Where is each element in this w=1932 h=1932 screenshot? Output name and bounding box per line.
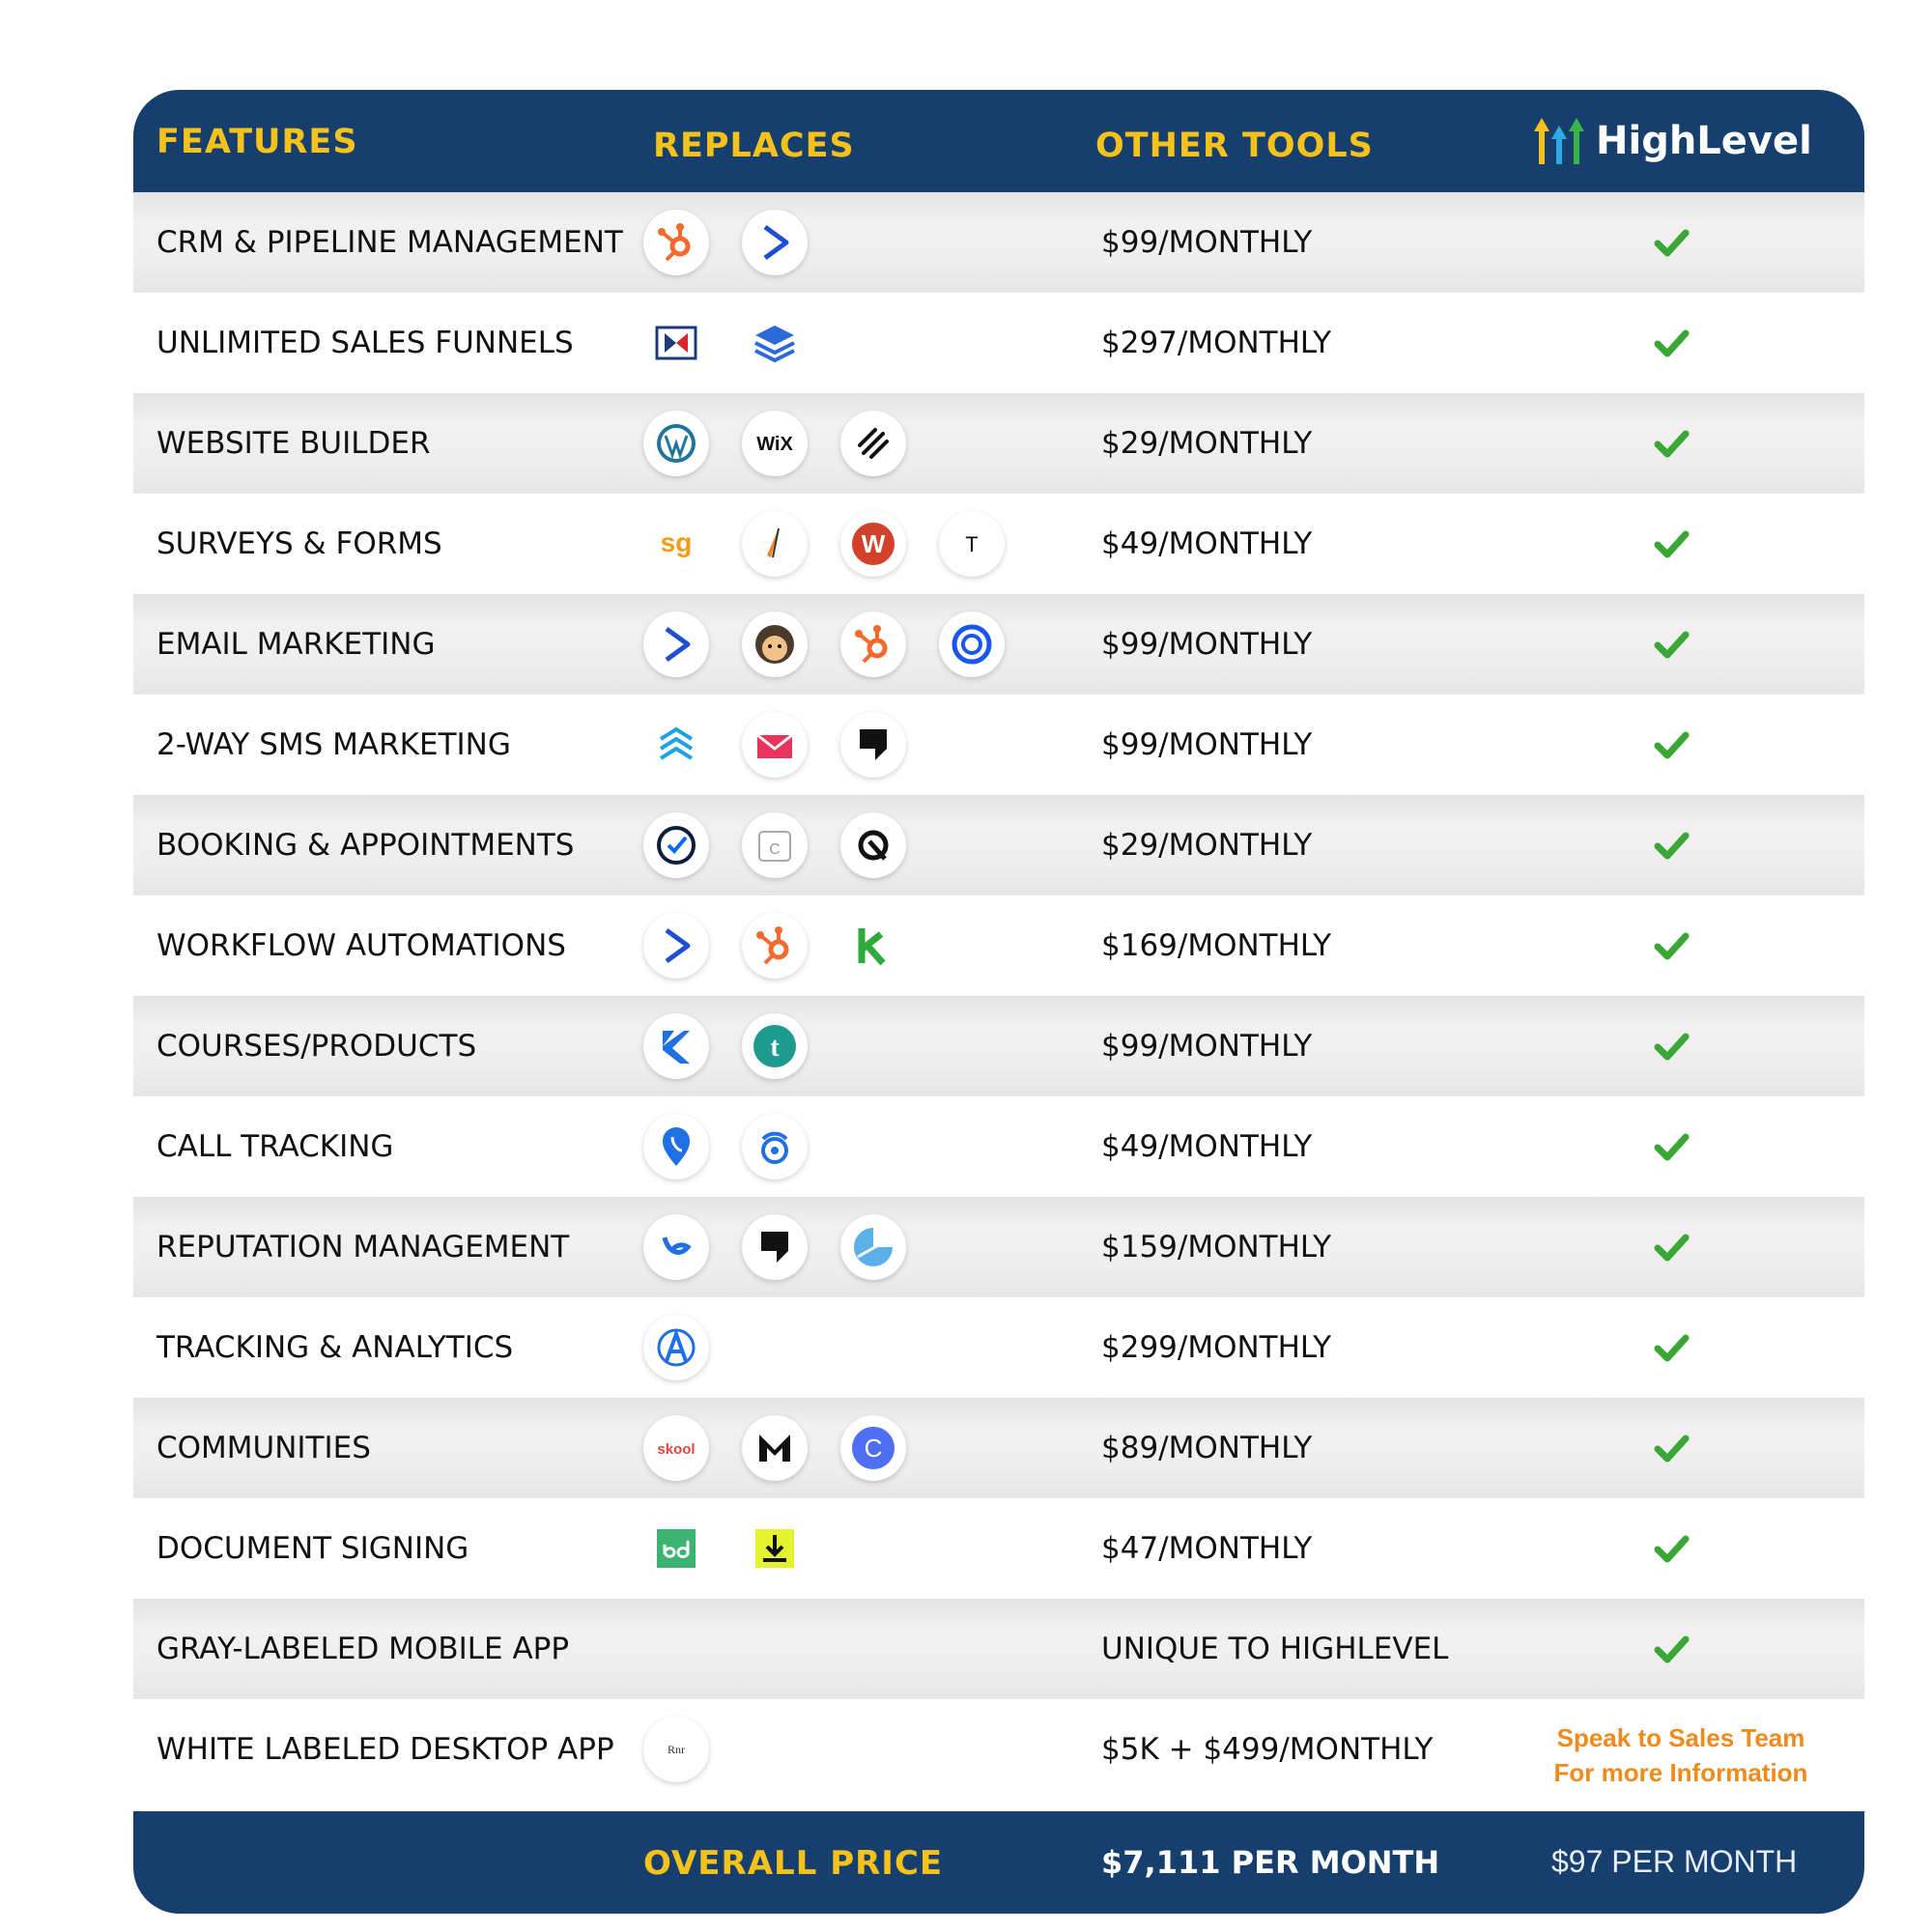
feature-name: WEBSITE BUILDER	[156, 426, 431, 461]
check-icon	[1652, 1328, 1690, 1367]
check-icon	[1652, 1630, 1690, 1668]
table-row	[133, 393, 1864, 494]
feature-name: GRAY-LABELED MOBILE APP	[156, 1632, 570, 1666]
other-tools-price: $169/MONTHLY	[1101, 928, 1332, 963]
table-row	[133, 293, 1864, 393]
wix-icon	[742, 411, 808, 476]
other-tools-price: $29/MONTHLY	[1101, 426, 1313, 461]
other-tools-total: $7,111 PER MONTH	[1101, 1844, 1440, 1881]
skool-icon	[643, 1415, 709, 1481]
sms-stack-icon	[643, 712, 709, 778]
circle-icon	[840, 1415, 906, 1481]
check-icon	[1652, 223, 1690, 262]
check-icon	[1652, 725, 1690, 764]
kajabi-icon	[643, 1013, 709, 1079]
feature-name: REPUTATION MANAGEMENT	[156, 1230, 570, 1264]
table-row	[133, 1498, 1864, 1599]
other-tools-price: $299/MONTHLY	[1101, 1330, 1332, 1365]
podium-icon	[840, 712, 906, 778]
ringba-icon	[742, 1114, 808, 1179]
keap-icon	[840, 913, 906, 979]
table-row	[133, 192, 1864, 293]
table-row	[133, 1197, 1864, 1297]
other-tools-price: $49/MONTHLY	[1101, 1129, 1313, 1164]
feature-name: COURSES/PRODUCTS	[156, 1029, 477, 1064]
typeform-icon	[939, 511, 1005, 577]
table-row	[133, 494, 1864, 594]
jotform-icon	[742, 511, 808, 577]
pandadoc-icon	[643, 1516, 709, 1581]
pricing-comparison-table	[133, 90, 1864, 1914]
check-icon	[1652, 1529, 1690, 1568]
check-icon	[1652, 1429, 1690, 1467]
header-features: FEATURES	[156, 123, 358, 161]
leadpages-icon	[742, 310, 808, 376]
squarespace-icon	[840, 411, 906, 476]
teachable-icon	[742, 1013, 808, 1079]
check-icon	[1652, 1027, 1690, 1065]
constantcontact-icon	[939, 611, 1005, 677]
svg-text:T: T	[965, 532, 979, 556]
check-icon	[1652, 826, 1690, 865]
other-tools-price: $297/MONTHLY	[1101, 326, 1332, 360]
feature-name: BOOKING & APPOINTMENTS	[156, 828, 575, 863]
activecampaign-icon	[643, 611, 709, 677]
reputation-icon	[840, 1214, 906, 1280]
mailchimp-icon	[742, 611, 808, 677]
brand-name: HighLevel	[1596, 119, 1812, 163]
header-replaces: REPLACES	[653, 127, 855, 165]
feature-name: DOCUMENT SIGNING	[156, 1531, 469, 1566]
feature-name: COMMUNITIES	[156, 1431, 371, 1465]
feature-name: UNLIMITED SALES FUNNELS	[156, 326, 574, 360]
other-tools-price: $99/MONTHLY	[1101, 627, 1313, 662]
feature-name: WHITE LABELED DESKTOP APP	[156, 1732, 614, 1767]
hubspot-icon	[742, 913, 808, 979]
highlevel-total: $97 PER MONTH	[1551, 1844, 1798, 1879]
table-row	[133, 594, 1864, 695]
calendar-icon	[742, 812, 808, 878]
clickfunnels-icon	[643, 310, 709, 376]
mighty-icon	[742, 1415, 808, 1481]
feature-name: 2-WAY SMS MARKETING	[156, 727, 511, 762]
other-tools-price: UNIQUE TO HIGHLEVEL	[1101, 1632, 1449, 1666]
surveygizmo-icon	[643, 511, 709, 577]
table-row	[133, 1398, 1864, 1498]
hubspot-icon	[643, 210, 709, 275]
highlevel-arrows-icon	[1532, 114, 1586, 168]
svg-text:t: t	[770, 1033, 780, 1063]
wufoo-icon	[840, 511, 906, 577]
other-tools-price: $29/MONTHLY	[1101, 828, 1313, 863]
activecampaign-icon	[643, 913, 709, 979]
feature-name: CALL TRACKING	[156, 1129, 394, 1164]
feature-name: EMAIL MARKETING	[156, 627, 436, 662]
svg-text:skool: skool	[657, 1441, 696, 1458]
check-icon	[1652, 1127, 1690, 1166]
speak-note-line: Speak to Sales Team	[1556, 1723, 1805, 1752]
svg-text:sg: sg	[660, 527, 693, 557]
feature-name: CRM & PIPELINE MANAGEMENT	[156, 225, 623, 260]
speak-to-sales-note	[1536, 1720, 1826, 1790]
other-tools-price: $49/MONTHLY	[1101, 526, 1313, 561]
table-header	[133, 90, 1864, 192]
check-icon	[1652, 324, 1690, 362]
birdeye-icon	[643, 1214, 709, 1280]
table-row	[133, 695, 1864, 795]
table-row	[133, 996, 1864, 1096]
table-footer	[133, 1811, 1864, 1914]
acuity-icon	[840, 812, 906, 878]
check-icon	[1652, 1228, 1690, 1266]
activecampaign-icon	[742, 210, 808, 275]
podium-icon	[742, 1214, 808, 1280]
feature-name: WORKFLOW AUTOMATIONS	[156, 928, 566, 963]
hubspot-icon	[840, 611, 906, 677]
highlevel-logo	[1532, 109, 1812, 173]
svg-text:C: C	[864, 1434, 883, 1463]
table-row	[133, 1599, 1864, 1699]
other-tools-price: $89/MONTHLY	[1101, 1431, 1313, 1465]
table-row	[133, 1699, 1864, 1800]
svg-text:C: C	[769, 841, 781, 858]
envelope-pink-icon	[742, 712, 808, 778]
calendly-icon	[643, 812, 709, 878]
other-tools-price: $159/MONTHLY	[1101, 1230, 1332, 1264]
analytics-icon	[643, 1315, 709, 1380]
svg-text:W: W	[861, 529, 886, 558]
speak-note-line: For more Information	[1553, 1758, 1808, 1787]
download-icon	[742, 1516, 808, 1581]
table-row	[133, 1297, 1864, 1398]
callrail-icon	[643, 1114, 709, 1179]
feature-name: TRACKING & ANALYTICS	[156, 1330, 514, 1365]
svg-text:Rnr: Rnr	[668, 1743, 685, 1756]
other-tools-price: $47/MONTHLY	[1101, 1531, 1313, 1566]
check-icon	[1652, 424, 1690, 463]
other-tools-price: $99/MONTHLY	[1101, 1029, 1313, 1064]
check-icon	[1652, 926, 1690, 965]
table-row	[133, 895, 1864, 996]
feature-name: SURVEYS & FORMS	[156, 526, 442, 561]
svg-text:WiX: WiX	[756, 434, 793, 455]
other-tools-price: $99/MONTHLY	[1101, 727, 1313, 762]
overall-price-label: OVERALL PRICE	[643, 1844, 944, 1883]
check-icon	[1652, 625, 1690, 664]
desktop-app-icon	[643, 1717, 709, 1782]
table-row	[133, 1096, 1864, 1197]
table-row	[133, 795, 1864, 895]
other-tools-price: $99/MONTHLY	[1101, 225, 1313, 260]
wordpress-icon	[643, 411, 709, 476]
check-icon	[1652, 525, 1690, 563]
other-tools-price: $5K + $499/MONTHLY	[1101, 1732, 1434, 1767]
header-other-tools: OTHER TOOLS	[1095, 127, 1374, 165]
